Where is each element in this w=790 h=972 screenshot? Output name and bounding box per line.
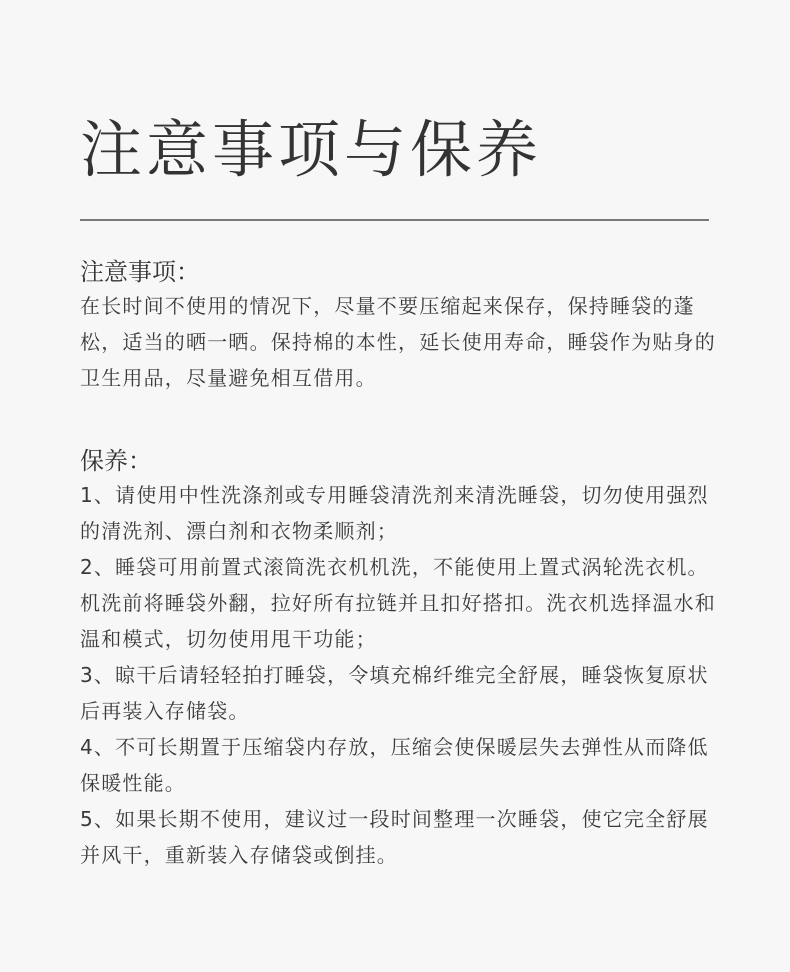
- care-item-4: 4、不可长期置于压缩袋内存放，压缩会使保暖层失去弹性从而降低保暖性能。: [80, 735, 709, 795]
- care-list: [80, 477, 720, 873]
- care-item-2: 2、睡袋可用前置式滚筒洗衣机机洗，不能使用上置式涡轮洗衣机。机洗前将睡袋外翻，拉好所有拉链并且扣好搭扣。洗衣机选择温水和温和模式，切勿使用甩干功能；: [80, 555, 716, 651]
- care-item-5: 5、如果长期不使用，建议过一段时间整理一次睡袋，使它完全舒展并风干，重新装入存储袋或倒挂。: [80, 807, 709, 867]
- notes-body: 在长时间不使用的情况下，尽量不要压缩起来保存，保持睡袋的蓬松，适当的晒一晒。保持棉的本性，延长使用寿命，睡袋作为贴身的卫生用品，尽量避免相互借用。: [80, 294, 716, 390]
- care-heading: 保养：: [80, 447, 152, 475]
- notes-heading: 注意事项：: [80, 258, 200, 286]
- care-item-1: 1、请使用中性洗涤剂或专用睡袋清洗剂来清洗睡袋，切勿使用强烈的清洗剂、漂白剂和衣物柔顺剂；: [80, 483, 709, 543]
- title-divider: [80, 219, 709, 221]
- care-section: [80, 445, 720, 873]
- page-title: 注意事项与保养: [80, 113, 543, 186]
- notes-section: [80, 256, 720, 396]
- care-item-3: 3、晾干后请轻轻拍打睡袋，令填充棉纤维完全舒展，睡袋恢复原状后再装入存储袋。: [80, 663, 709, 723]
